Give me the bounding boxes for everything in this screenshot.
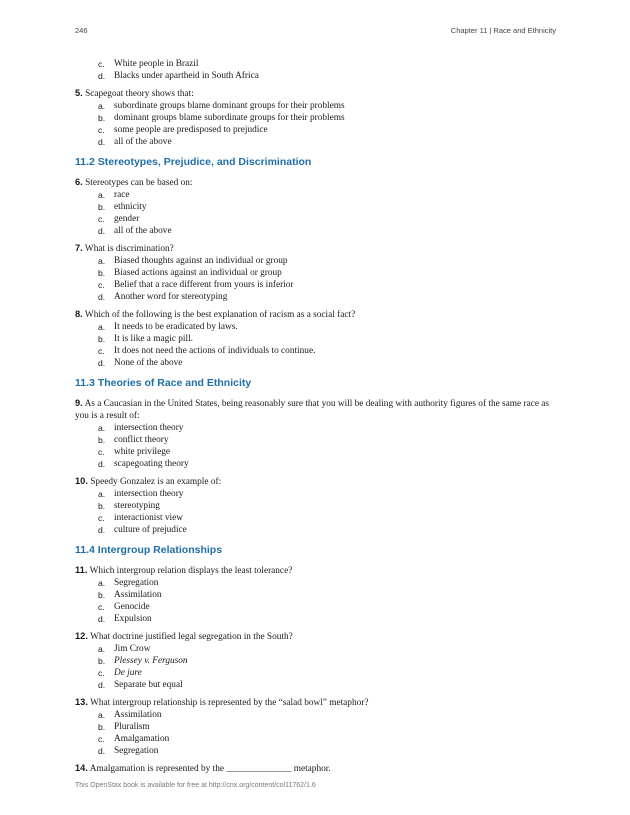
question-prompt: Amalgamation is represented by the ______________ metaphor. [89, 764, 331, 774]
option-text: Amalgamation [114, 734, 170, 744]
option-text: all of the above [114, 226, 172, 236]
option-text: intersection theory [114, 489, 184, 499]
option-letter: a. [98, 489, 106, 499]
option-text: all of the above [114, 137, 172, 147]
option-text: Segregation [114, 746, 159, 756]
answer-option [75, 213, 557, 225]
question-text [75, 630, 557, 643]
option-letter: c. [98, 668, 105, 678]
option-letter: b. [98, 334, 106, 344]
answer-option [75, 333, 557, 345]
option-text: White people in Brazil [114, 59, 199, 69]
option-text: It is like a magic pill. [114, 334, 194, 344]
option-text: stereotyping [114, 501, 160, 511]
answer-option [75, 721, 557, 733]
page-number: 246 [75, 26, 88, 35]
answer-option [75, 136, 557, 148]
option-text: culture of prejudice [114, 525, 187, 535]
option-letter: b. [98, 590, 106, 600]
question-text [75, 762, 557, 775]
option-letter: d. [98, 614, 106, 624]
question-number: 8. [75, 309, 83, 319]
answer-options [75, 643, 557, 691]
section-heading: 11.3 Theories of Race and Ethnicity [75, 377, 252, 389]
option-letter: a. [98, 190, 106, 200]
answer-option [75, 512, 557, 524]
answer-option [75, 189, 557, 201]
option-text: Assimilation [114, 590, 162, 600]
question-number: 10. [75, 476, 88, 486]
answer-option [75, 124, 557, 136]
question-text [75, 475, 557, 488]
option-letter: c. [98, 513, 105, 523]
option-text: interactionist view [114, 513, 183, 523]
option-text: intersection theory [114, 423, 184, 433]
option-letter: d. [98, 680, 106, 690]
option-text: Blacks under apartheid in South Africa [114, 71, 259, 81]
option-letter: a. [98, 423, 106, 433]
answer-option [75, 709, 557, 721]
option-text: It does not need the actions of individuals to continue. [114, 346, 316, 356]
question-text [75, 696, 557, 709]
option-text: conflict theory [114, 435, 169, 445]
option-text: some people are predisposed to prejudice [114, 125, 268, 135]
option-text: white privilege [114, 447, 171, 457]
answer-option [75, 70, 557, 82]
option-text: Genocide [114, 602, 150, 612]
option-letter: b. [98, 435, 106, 445]
question-text [75, 308, 557, 321]
question-prompt: Speedy Gonzalez is an example of: [90, 477, 222, 487]
question [75, 475, 557, 536]
question-number: 14. [75, 763, 88, 773]
question-prompt: Scapegoat theory shows that: [85, 89, 194, 99]
option-text: Plessey v. Ferguson [114, 656, 188, 666]
option-letter: c. [98, 447, 105, 457]
option-text: Assimilation [114, 710, 162, 720]
answer-options [75, 488, 557, 536]
option-letter: c. [98, 346, 105, 356]
option-letter: b. [98, 268, 106, 278]
section-heading: 11.4 Intergroup Relationships [75, 544, 223, 556]
option-letter: a. [98, 256, 106, 266]
option-letter: b. [98, 722, 106, 732]
question [75, 242, 557, 303]
option-text: Another word for stereotyping [114, 292, 228, 302]
option-letter: d. [98, 746, 106, 756]
option-letter: b. [98, 501, 106, 511]
option-letter: d. [98, 459, 106, 469]
answer-option [75, 345, 557, 357]
answer-option [75, 500, 557, 512]
answer-option [75, 321, 557, 333]
answer-option [75, 589, 557, 601]
option-letter: d. [98, 525, 106, 535]
question-text [75, 176, 557, 189]
answer-option [75, 112, 557, 124]
option-letter: a. [98, 101, 106, 111]
question-number: 11. [75, 565, 88, 575]
question [75, 696, 557, 757]
option-text: race [114, 190, 130, 200]
question-text [75, 87, 557, 100]
question [75, 630, 557, 691]
answer-options [75, 321, 557, 369]
option-letter: d. [98, 137, 106, 147]
question-number: 7. [75, 243, 83, 253]
answer-option [75, 643, 557, 655]
answer-option [75, 58, 557, 70]
option-letter: a. [98, 322, 106, 332]
answer-option [75, 422, 557, 434]
question-prompt: Which of the following is the best explanation of racism as a social fact? [84, 310, 356, 320]
footer-note: This OpenStax book is available for free at http://cnx.org/content/col11762/1.6 [75, 782, 316, 789]
question [75, 87, 557, 148]
option-text: Belief that a race different from yours is inferior [114, 280, 294, 290]
question-number: 6. [75, 177, 83, 187]
answer-option [75, 601, 557, 613]
option-text: Jim Crow [114, 644, 151, 654]
option-letter: b. [98, 113, 106, 123]
answer-option [75, 357, 557, 369]
answer-option [75, 745, 557, 757]
answer-options [75, 709, 557, 757]
answer-option [75, 225, 557, 237]
question-prompt: Which intergroup relation displays the least tolerance? [89, 566, 293, 576]
option-text: Segregation [114, 578, 159, 588]
question-number: 13. [75, 697, 88, 707]
option-letter: a. [98, 578, 106, 588]
answer-option [75, 613, 557, 625]
option-letter: a. [98, 644, 106, 654]
option-letter: c. [98, 280, 105, 290]
option-letter: c. [98, 125, 105, 135]
answer-options [75, 100, 557, 148]
option-letter: b. [98, 202, 106, 212]
answer-option [75, 733, 557, 745]
question [75, 397, 557, 470]
answer-option [75, 667, 557, 679]
option-text: Pluralism [114, 722, 150, 732]
answer-option [75, 446, 557, 458]
question-prompt: Stereotypes can be based on: [85, 178, 193, 188]
option-letter: a. [98, 710, 106, 720]
option-text: dominant groups blame subordinate groups for their problems [114, 113, 345, 123]
answer-option [75, 267, 557, 279]
answer-option [75, 201, 557, 213]
answer-option [75, 434, 557, 446]
option-letter: d. [98, 358, 106, 368]
question-number: 9. [75, 398, 83, 408]
option-letter: c. [98, 214, 105, 224]
question [75, 308, 557, 369]
option-text: Biased thoughts against an individual or group [114, 256, 288, 266]
option-text: ethnicity [114, 202, 147, 212]
answer-options [75, 58, 557, 82]
answer-options [75, 422, 557, 470]
question-prompt: What intergroup relationship is represented by the “salad bowl” metaphor? [90, 698, 369, 708]
option-letter: c. [98, 734, 105, 744]
answer-option [75, 291, 557, 303]
answer-option [75, 458, 557, 470]
question [75, 564, 557, 625]
options-continued [75, 58, 557, 82]
answer-options [75, 255, 557, 303]
option-text: subordinate groups blame dominant groups for their problems [114, 101, 345, 111]
question [75, 176, 557, 237]
section-heading: 11.2 Stereotypes, Prejudice, and Discrimination [75, 156, 312, 168]
question-prompt: What is discrimination? [84, 244, 174, 254]
option-letter: c. [98, 602, 105, 612]
page-content [75, 58, 557, 780]
option-text: None of the above [114, 358, 183, 368]
answer-options [75, 189, 557, 237]
option-letter: d. [98, 292, 106, 302]
option-text: Separate but equal [114, 680, 183, 690]
answer-option [75, 279, 557, 291]
answer-option [75, 524, 557, 536]
question-number: 5. [75, 88, 83, 98]
option-letter: b. [98, 656, 106, 666]
answer-option [75, 655, 557, 667]
question-number: 12. [75, 631, 88, 641]
answer-option [75, 100, 557, 112]
answer-options [75, 577, 557, 625]
option-text: It needs to be eradicated by laws. [114, 322, 238, 332]
question-text [75, 564, 557, 577]
option-letter: d. [98, 71, 106, 81]
option-text: Biased actions against an individual or group [114, 268, 282, 278]
answer-option [75, 488, 557, 500]
option-letter: d. [98, 226, 106, 236]
option-letter: c. [98, 59, 105, 69]
chapter-title: Chapter 11 | Race and Ethnicity [450, 26, 556, 35]
option-text: scapegoating theory [114, 459, 189, 469]
question-prompt: What doctrine justified legal segregation in the South? [90, 632, 293, 642]
option-text: Expulsion [114, 614, 152, 624]
option-text: De jure [114, 668, 142, 678]
answer-option [75, 577, 557, 589]
question [75, 762, 557, 775]
question-prompt: As a Caucasian in the United States, being reasonably sure that you will be dealing with authority figures of the same race as you is a result of: [75, 399, 550, 421]
answer-option [75, 255, 557, 267]
answer-option [75, 679, 557, 691]
option-text: gender [114, 214, 140, 224]
question-text [75, 242, 557, 255]
question-text [75, 397, 557, 422]
